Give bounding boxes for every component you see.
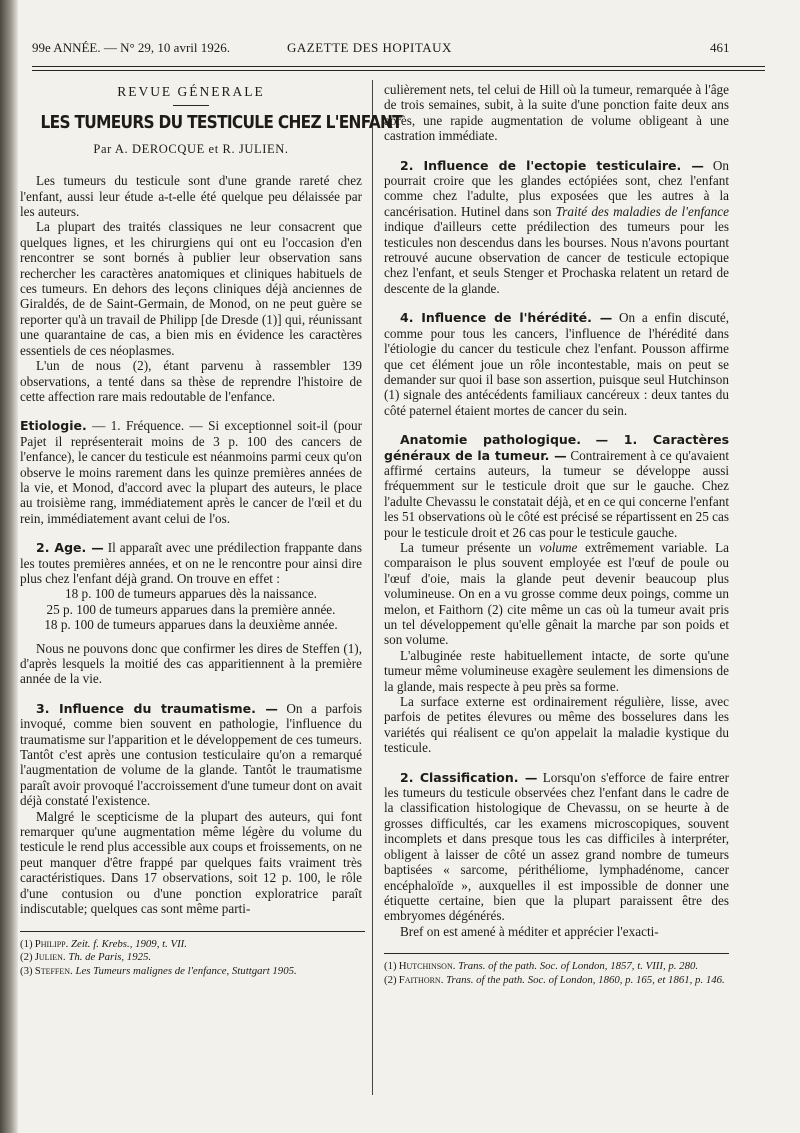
- right-column: [384, 82, 729, 987]
- subsection-heading: 3. Influence du traumatisme. —: [36, 700, 278, 716]
- subsection-heading: 2. Influence de l'ectopie testiculaire. —: [400, 157, 704, 173]
- paragraph-text: Il apparaît avec une prédilection frappante dans les toutes premières années, et on ne le rencontre pour ainsi dire plus chez l'enfant déjà grand. On trouve en effet :: [20, 540, 362, 586]
- footnote-rule: [384, 953, 729, 954]
- left-column: [20, 82, 402, 978]
- paragraph-text: indique d'ailleurs cette prédilection des tumeurs pour les testicules non descendus dans les bourses. Nous n'avons pourtant retrouvé aucune observation de cancer de testicule ectopique chez l'enfant, et seuls Stenger et Prochaska relatent un retard de descente de la glande.: [384, 219, 729, 296]
- section-heading: Anatomie pathologique.: [400, 432, 582, 448]
- page-number: 461: [710, 40, 730, 55]
- section-heading: Etiologie.: [20, 418, 87, 434]
- paragraph: La plupart des traités classiques ne leur consacrent que quelques lignes, et les chirurgiens qui ont eu l'occasion d'en rencontrer se sont bornés à publier leur observation sans rechercher les caractères anatomiques et cliniques habituels de ces tumeurs. En dehors des leçons cliniques déjà anciennes de Giraldés, de de Saint-Germain, de Monod, on ne peut guère se reporter qu'à un travail de Philipp [de Dresde (1)] qui, réunissant une quarantaine de cas, a bien mis en évidence les caractères essentiels de ces néoplasmes.: [20, 219, 362, 358]
- paragraph-text: Contrairement à ce qu'avaient affirmé certains auteurs, la tumeur se développe aussi fréquemment sur le testicule droit que sur le gauche. Chez l'adulte Chevassu le constatait déjà, et en ce qui concerne l'enfant les 51 observations où le côté est précisé se répartissent en 25 cas pour le testicule droit et 26 cas pour le testicule gauche.: [384, 447, 730, 540]
- paragraph: Nous ne pouvons donc que confirmer les dires de Steffen (1), d'après lesquels la moitié des cas apparitiennent à la première année de la vie.: [20, 640, 362, 687]
- statistic-line: 25 p. 100 de tumeurs apparues dans la première année.: [46, 601, 336, 617]
- statistic-line: 18 p. 100 de tumeurs apparues dès la naissance.: [65, 586, 317, 602]
- paragraph: L'albuginée reste habituellement intacte, de sorte qu'une tumeur même volumineuse exagère seulement les dimensions de la glande, mais respecte à peu près sa forme.: [384, 647, 729, 694]
- paragraph-classification: [384, 770, 729, 924]
- paragraph-trauma: [20, 701, 362, 809]
- paragraph-volume: La tumeur présente un volume extrêmement variable. La comparaison le plus souvent employée est l'œuf de poule ou l'œuf d'oie, mais la glande peut devenir beaucoup plus volumineuse. On en a vu grosse comme deux poings, comme un melon, et Faithorn (2) cite même un cas où la tumeur avait pris un tel développement qu'elle gênait la marche par son poids et son volume.: [384, 539, 729, 648]
- paragraph-ectopie: [384, 158, 729, 297]
- paragraph-text: On a enfin discuté, comme pour tous les cancers, l'influence de l'hérédité dans l'étiologie du cancer du testicule chez l'enfant. Pousson affirme que cet élément joue un rôle incontestable, mais on peut se demander sur quoi il base son assertion, puisque seul Hutchinson (1) signale des antécédents familiaux cancéreux : deux tantes du côté paternel étaient mortes de cancer du sein.: [384, 310, 730, 418]
- footnote: (1) Philipp. Zeit. f. Krebs., 1909, t. VII.: [20, 937, 187, 950]
- paragraph-anatomie: [384, 432, 729, 540]
- subsection-heading: — 1. Fréquence. —: [92, 418, 203, 434]
- issue-info: 99e ANNÉE. — N° 29, 10 avril 1926.: [32, 40, 231, 55]
- subsection-heading: 4. Influence de l'hérédité. —: [400, 310, 613, 326]
- paragraph: Malgré le scepticisme de la plupart des auteurs, qui font remarquer qu'une augmentation même légère du volume du testicule le rend plus accessible aux coups et froissements, on ne peut manquer d'être frappé par quelques faits vraiment très caractéristiques. Dans 17 observations, soit 12 p. 100, le rôle d'une contusion ou d'une ponction exploratrice paraît indiscutable; quelques cas sont même parti-: [20, 808, 362, 917]
- paragraph: Les tumeurs du testicule sont d'une grande rareté chez l'enfant, aussi leur étude a-t-elle été quelque peu délaissée par les auteurs.: [20, 173, 362, 220]
- subsection-heading: 2. Age. —: [36, 540, 104, 556]
- footnotes-left: [20, 938, 362, 978]
- statistic-line: 18 p. 100 de tumeurs apparues dans la deuxième année.: [44, 617, 338, 633]
- subsection-heading: 2. Classification. —: [400, 769, 538, 785]
- paragraph-text: On a parfois invoqué, comme bien souvent en pathologie, l'influence du traumatisme sur l'apparition et le développement de ces tumeurs. Tantôt c'est après une contusion testiculaire qu'on a remarqué l'augmentation de volume de la glande. Tantôt le traumatisme paraît avoir provoqué l'accroissement d'une tumeur dont on avait déjà constaté l'existence.: [20, 700, 363, 809]
- footnote: (3) Steffen. Les Tumeurs malignes de l'enfance, Stuttgart 1905.: [20, 964, 297, 977]
- journal-name: GAZETTE DES HOPITAUX: [287, 40, 452, 55]
- article-authors: Par A. DEROCQUE et R. JULIEN.: [93, 141, 289, 156]
- footnote: (2) Julien. Th. de Paris, 1925.: [20, 951, 152, 964]
- paragraph: La surface externe est ordinairement régulière, lisse, avec parfois de petites élevures ou même des bosselures dans les variétés qui réalisent ce qu'on appelait la maladie kystique du testicule.: [384, 694, 729, 756]
- header-rule-thin: [32, 70, 765, 71]
- footnotes-right: [384, 960, 729, 986]
- column-divider: [372, 80, 373, 1095]
- paragraph-etiologie: [20, 418, 362, 526]
- paragraph-text: Lorsqu'on s'efforce de faire entrer les tumeurs du testicule observées chez l'enfant dans le cadre de la classification histologique de Chevassu, on se heurte à de grosses difficultés, car les examens microscopiques, souvent incomplets et dans presque tous les cas difficiles à interpréter, obligent à laisser de côté un assez grand nombre de tumeurs baptisées « sarcome, périthéliome, lymphadénome, cancer encéphaloïde », auxquelles il est impossible de donner une étiquette certaine, bien que la plupart paraissent être des embryomes dégénérés.: [384, 769, 729, 924]
- page-binding-shadow: [0, 0, 18, 1133]
- paragraph-text: On pourrait croire que les glandes ectópiées sont, chez l'enfant comme chez l'adulte, plus exposées que les autres à la cancérisation. Hutinel dans son: [384, 157, 730, 219]
- paragraph-text: Si exceptionnel soit-il (pour Pajet il représenterait moins de 3 p. 100 des cancers de l'enfance), le cancer du testicule est néanmoins parmi ceux qu'on observe le moins rarement dans les quinze premières années de la vie, et Monod, d'accord avec la plupart des auteurs, le place au troisième rang, immédiatement après le cancer de l'œil et du rein, immédiatement avant celui de l'os.: [20, 418, 363, 526]
- paragraph-heredite: [384, 310, 729, 418]
- footnote: (2) Faithorn. Trans. of the path. Soc. of London, 1860, p. 165, et 1861, p. 146.: [384, 973, 725, 986]
- running-header: [0, 40, 800, 62]
- kicker-rule: [173, 105, 209, 106]
- paragraph-age: [20, 540, 362, 586]
- footnote: (1) Hutchinson. Trans. of the path. Soc. of London, 1857, t. VIII, p. 280.: [384, 960, 699, 973]
- footnote-rule: [20, 931, 365, 932]
- section-kicker: REVUE GÉNERALE: [117, 84, 265, 99]
- subsection-heading: — 1. Caractères généraux de la tumeur. —: [384, 432, 730, 463]
- paragraph: culièrement nets, tel celui de Hill où la tumeur, remarquée à l'âge de trois semaines, subit, à la suite d'une ponction faite deux ans après, une rapide augmentation de volume obligeant à une castration immédiate.: [384, 82, 729, 144]
- paragraph: L'un de nous (2), étant parvenu à rassembler 139 observations, a tenté dans sa thèse de reprendre l'histoire de cette affection rare mais redoutable de l'enfance.: [20, 358, 362, 404]
- header-rule: [32, 66, 765, 67]
- article-title: LES TUMEURS DU TESTICULE CHEZ L'ENFANT: [40, 113, 402, 134]
- paragraph: Bref on est amené à méditer et apprécier l'exacti-: [400, 923, 659, 939]
- book-title: Traité des maladies de l'enfance: [555, 203, 729, 219]
